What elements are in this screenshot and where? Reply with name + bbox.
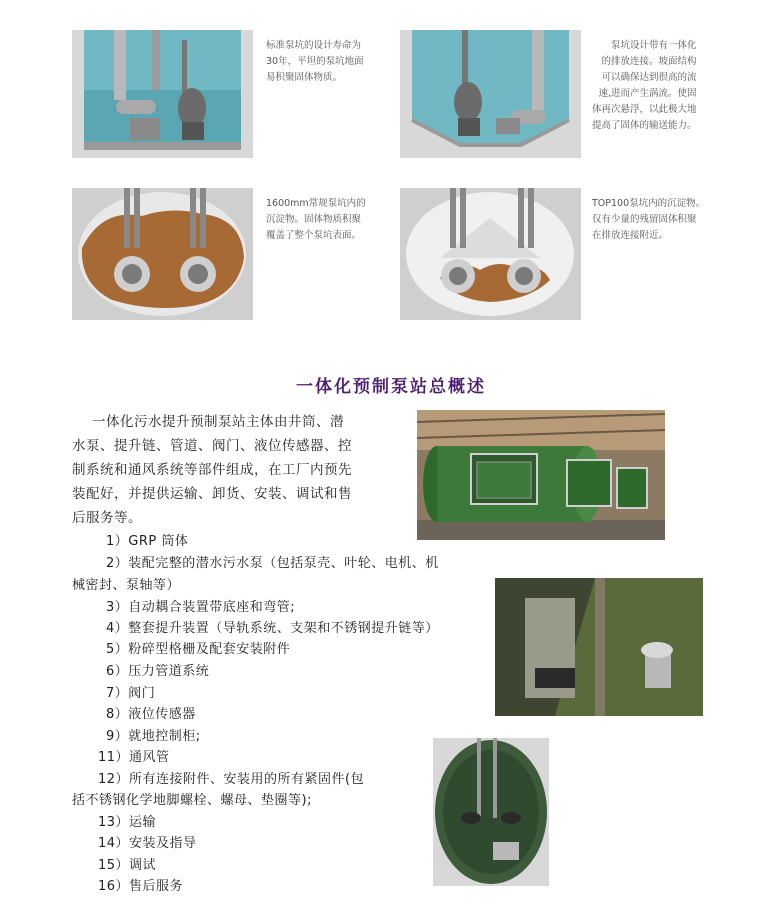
caption-line: 易积聚固体物质。 xyxy=(266,72,343,83)
list-item: 械密封、泵轴等） xyxy=(72,578,181,593)
caption-line: 体再次悬浮，以此极大地 xyxy=(592,104,697,115)
list-item: 3）自动耦合装置带底座和弯管; xyxy=(106,600,296,615)
caption-top-left xyxy=(266,38,364,86)
caption-line: 提高了固体的输送能力。 xyxy=(592,120,697,131)
intro-line: 装配好，并提供运输、卸货、安装、调试和售 xyxy=(72,486,352,502)
list-item: 9）就地控制柜; xyxy=(106,729,201,744)
intro-paragraph xyxy=(72,410,412,530)
intro-line: 一体化污水提升预制泵站主体由井筒、潜 xyxy=(92,414,344,430)
list-item: 11）通风管 xyxy=(98,750,170,765)
intro-line: 后服务等。 xyxy=(72,510,142,526)
caption-bottom-left xyxy=(266,196,366,244)
caption-line: 30年，平坦的泵坑地面 xyxy=(266,56,364,67)
caption-line: 覆盖了整个泵坑表面。 xyxy=(266,230,362,241)
factory-tanks-photo xyxy=(417,410,665,540)
intro-line: 水泵、提升链、管道、阀门、液位传感器、控 xyxy=(72,438,352,454)
list-item: 15）调试 xyxy=(98,858,157,873)
caption-line: 泵坑设计带有一体化 xyxy=(611,40,697,51)
caption-bottom-right xyxy=(592,196,705,244)
caption-line: 可以确保达到很高的流 xyxy=(601,72,697,83)
sediment-1600-diagram xyxy=(72,188,253,320)
pit-top-view-photo xyxy=(433,738,549,886)
list-item: 7）阀门 xyxy=(106,686,156,701)
caption-line: 速,进而产生涡流。使固 xyxy=(598,88,697,99)
caption-line: 在排放连接附近。 xyxy=(592,230,669,241)
top100-pit-diagram xyxy=(400,30,581,158)
list-item: 6）压力管道系统 xyxy=(106,664,210,679)
list-item: 16）售后服务 xyxy=(98,879,184,894)
standard-pit-diagram xyxy=(72,30,253,158)
sediment-top100-diagram xyxy=(400,188,581,320)
caption-line: 仅有少量的残留固体积聚 xyxy=(592,214,697,225)
list-item: 8）液位传感器 xyxy=(106,707,196,722)
caption-line: TOP100泵坑内的沉淀物。 xyxy=(592,198,706,209)
list-item: 13）运输 xyxy=(98,815,157,830)
caption-line: 标准泵坑的设计寿命为 xyxy=(266,40,362,51)
caption-line: 的排放连接。坡面结构 xyxy=(601,56,697,67)
section-title: 一体化预制泵站总概述 xyxy=(296,377,486,397)
caption-line: 1600mm常规泵坑内的 xyxy=(266,198,366,209)
list-item: 12）所有连接附件、安装用的所有紧固件(包 xyxy=(98,772,365,787)
list-item: 1）GRP 筒体 xyxy=(106,534,189,549)
caption-top-right xyxy=(592,38,697,134)
intro-line: 制系统和通风系统等部件组成，在工厂内预先 xyxy=(72,462,352,478)
list-item: 14）安装及指导 xyxy=(98,836,197,851)
list-item: 4）整套提升装置（导轨系统、支架和不锈钢提升链等） xyxy=(106,621,439,636)
list-item: 5）粉碎型格栅及配套安装附件 xyxy=(106,642,291,657)
pump-installation-photo xyxy=(495,578,703,716)
list-item: 2）装配完整的潜水污水泵（包括泵壳、叶轮、电机、机 xyxy=(106,556,439,571)
caption-line: 沉淀物。固体物质积聚 xyxy=(266,214,362,225)
list-item: 括不锈钢化学地脚螺栓、螺母、垫圈等); xyxy=(72,793,312,808)
